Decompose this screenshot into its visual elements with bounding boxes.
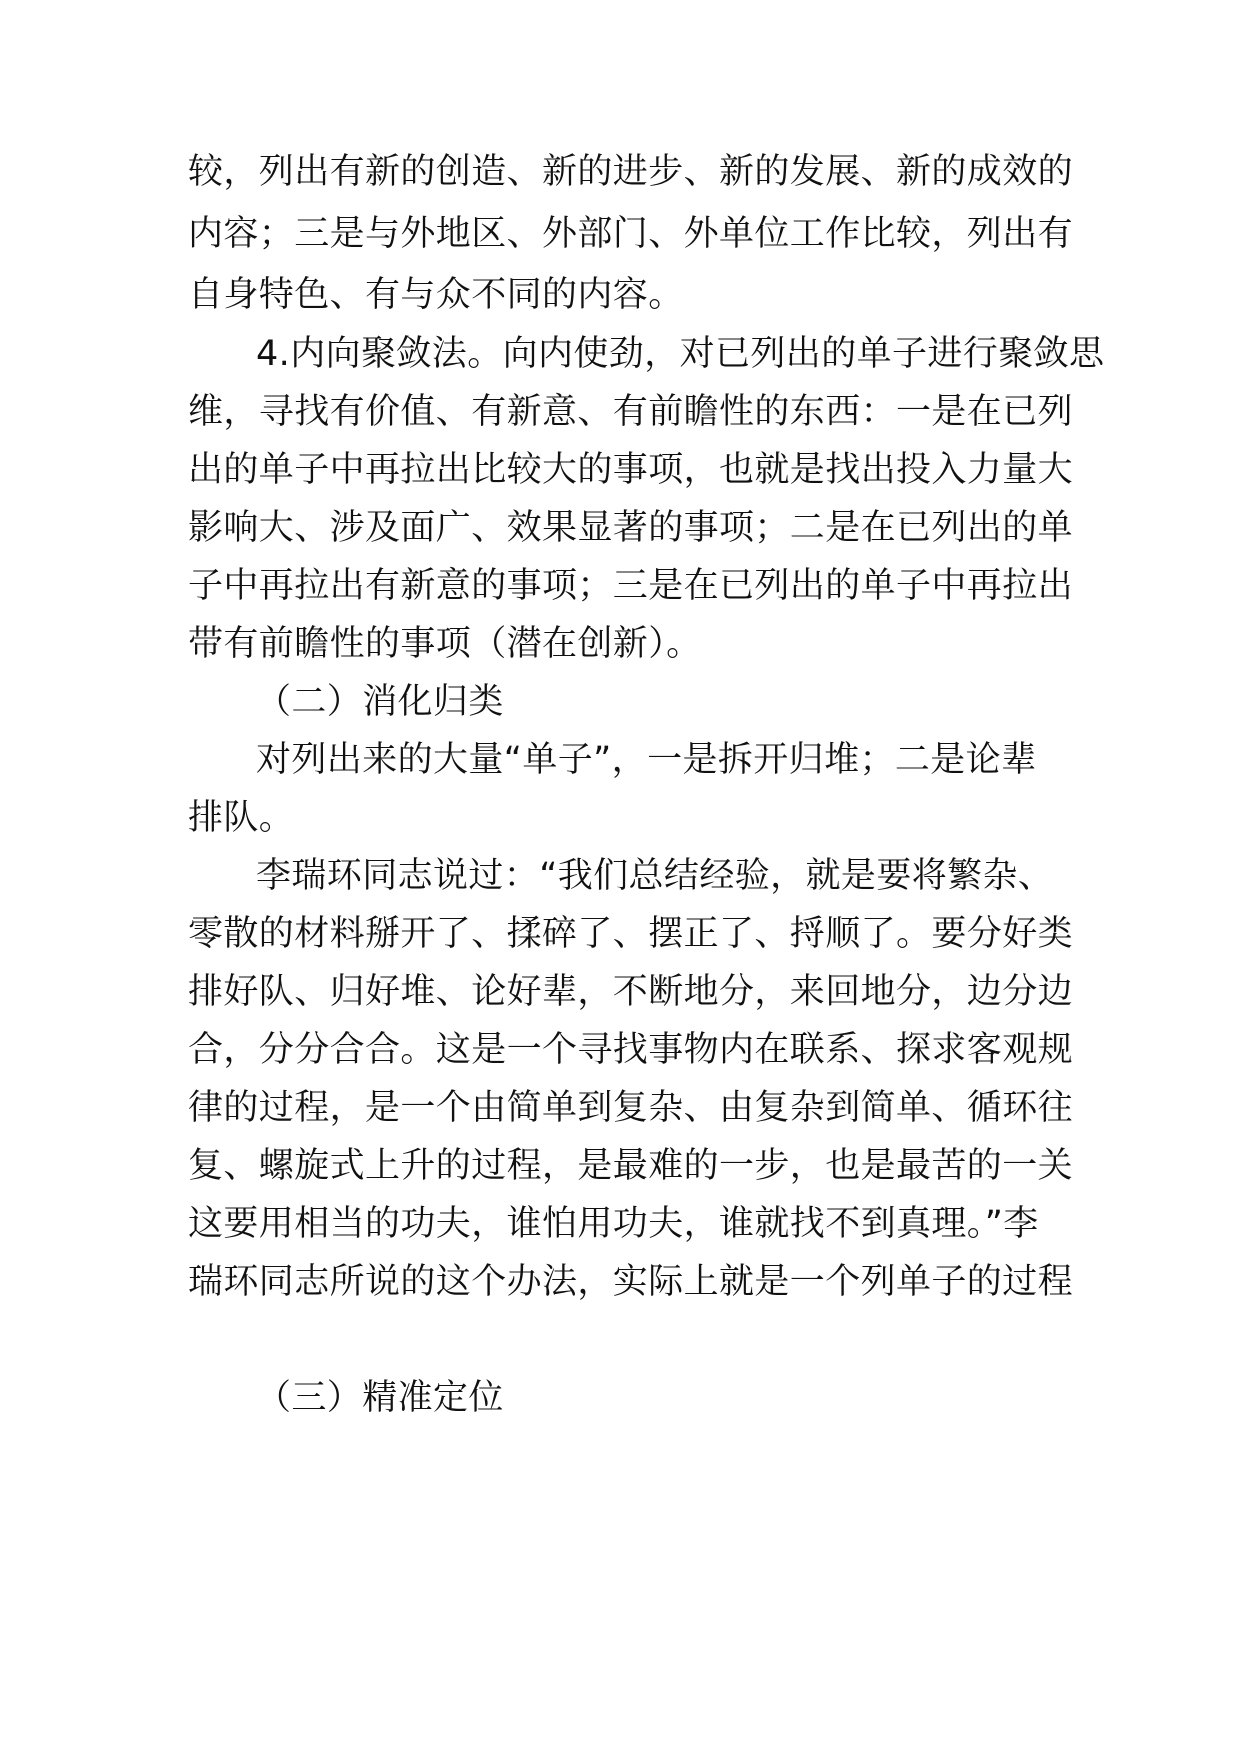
section-heading: （三）精准定位	[256, 1378, 504, 1418]
body-text-line: 律的过程，是一个由简单到复杂、由复杂到简单、循环往	[188, 1088, 1074, 1128]
body-text-line: 排队。	[188, 798, 295, 838]
body-text-line: 内容；三是与外地区、外部门、外单位工作比较，列出有	[188, 214, 1074, 254]
section-heading: （二）消化归类	[256, 682, 504, 722]
body-text-line: 带有前瞻性的事项（潜在创新）。	[188, 624, 702, 664]
paragraph-first-line: 对列出来的大量“单子”，一是拆开归堆；二是论辈	[256, 740, 1037, 780]
paragraph-first-line: 李瑞环同志说过：“我们总结经验，就是要将繁杂、	[256, 856, 1054, 896]
body-text-line: 零散的材料掰开了、揉碎了、摆正了、捋顺了。要分好类	[188, 914, 1074, 954]
body-text-line: 较，列出有新的创造、新的进步、新的发展、新的成效的	[188, 152, 1074, 192]
body-text-line: 复、螺旋式上升的过程，是最难的一步，也是最苦的一关	[188, 1146, 1074, 1186]
body-text-line: 自身特色、有与众不同的内容。	[188, 275, 684, 315]
body-text-line: 影响大、涉及面广、效果显著的事项；二是在已列出的单	[188, 508, 1074, 548]
body-text-line: 合，分分合合。这是一个寻找事物内在联系、探求客观规	[188, 1030, 1074, 1070]
paragraph-first-line: 4.内向聚敛法。向内使劲，对已列出的单子进行聚敛思	[256, 334, 1105, 374]
body-text-line: 维，寻找有价值、有新意、有前瞻性的东西：一是在已列	[188, 392, 1074, 432]
body-text-line: 出的单子中再拉出比较大的事项，也就是找出投入力量大	[188, 450, 1074, 490]
body-text-line: 瑞环同志所说的这个办法，实际上就是一个列单子的过程	[188, 1262, 1074, 1302]
body-text-line: 排好队、归好堆、论好辈，不断地分，来回地分，边分边	[188, 972, 1074, 1012]
body-text-line: 这要用相当的功夫，谁怕用功夫，谁就找不到真理。”李	[188, 1204, 1039, 1244]
body-text-line: 子中再拉出有新意的事项；三是在已列出的单子中再拉出	[188, 566, 1074, 606]
